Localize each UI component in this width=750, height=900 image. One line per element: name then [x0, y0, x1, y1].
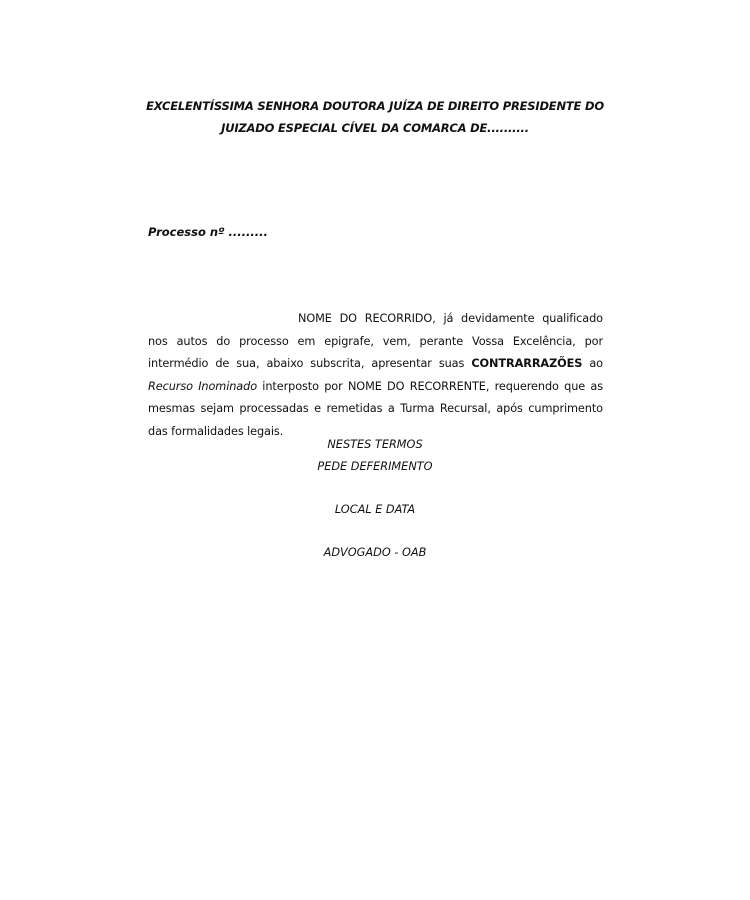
- body-text-part-1: NOME DO RECORRIDO, já devidamente qualificado nos autos do processo em epigrafe, vem, perante Vossa Excelência, por intermédio de sua, abaixo subscrita, apresentar suas: [148, 312, 603, 370]
- addressee-header: [0, 95, 750, 139]
- advogado-signature: ADVOGADO - OAB: [323, 546, 427, 559]
- local-e-data: LOCAL E DATA: [334, 503, 416, 516]
- header-line-1: EXCELENTÍSSIMA SENHORA DOUTORA JUÍZA DE DIREITO PRESIDENTE DO: [146, 99, 604, 113]
- closing-nestes-termos: NESTES TERMOS: [327, 438, 423, 451]
- process-number: Processo nº .........: [148, 225, 268, 239]
- contrarrazoes-bold: CONTRARRAZÕES: [471, 357, 583, 370]
- body-text-part-3: interposto por NOME DO RECORRENTE, requerendo que as mesmas sejam processadas e remetidas a Turma Recursal, após cumprimento das formalidades legais.: [148, 379, 603, 438]
- body-text-part-2: ao: [582, 357, 603, 370]
- closing-pede-deferimento: PEDE DEFERIMENTO: [317, 460, 433, 473]
- petition-body: [148, 308, 603, 443]
- header-line-2: JUIZADO ESPECIAL CÍVEL DA COMARCA DE..........: [221, 121, 529, 135]
- recurso-inominado-italic: Recurso Inominado: [148, 379, 258, 393]
